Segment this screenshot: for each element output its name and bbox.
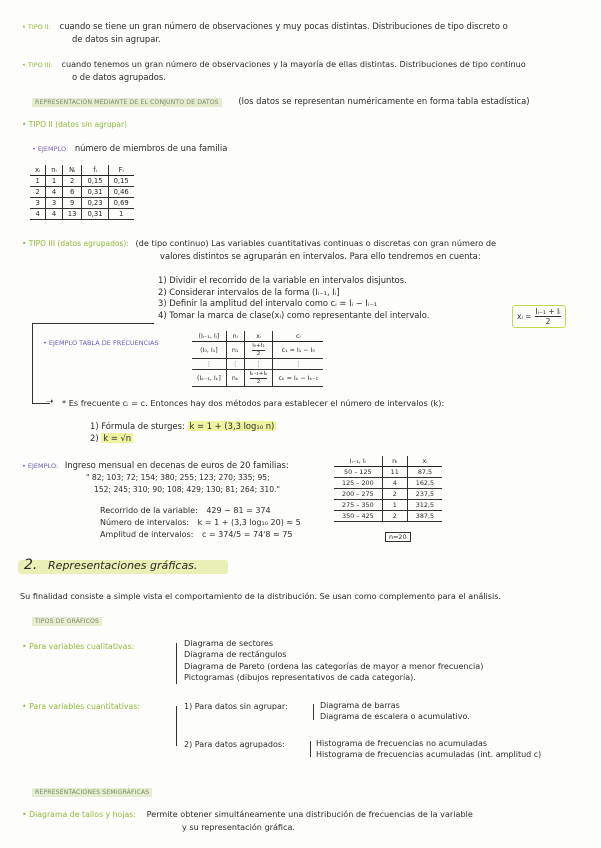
agrupados-brace <box>310 741 311 757</box>
method-1-label: 1) Fórmula de sturges: <box>90 421 185 431</box>
method-1 <box>90 421 276 431</box>
t2-r1c2 <box>244 342 273 359</box>
tallos-row <box>22 809 473 819</box>
table-row-cell: 2 <box>62 176 82 187</box>
tipo2-text: cuando se tiene un gran número de observaciones y muy pocas distintas. Distribuciones de tipo discreto o <box>59 21 508 31</box>
income-header-cell: nᵢ <box>382 456 407 467</box>
ejemplo1 <box>32 143 227 153</box>
section2-intro: Su finalidad consiste a simple vista el comportamiento de la distribución. Se usan como complemento para el análisis. <box>20 591 502 601</box>
sin-agrupar-item-1: Diagrama de escalera o acumulativo. <box>320 712 470 721</box>
cuantitativas-label: • Para variables cuantitativas: <box>22 702 140 711</box>
table-row-cell: 6 <box>62 187 82 198</box>
rep-esq-label <box>32 786 152 796</box>
income-row-cell: 11 <box>382 467 407 478</box>
tipo2-text-cont: de datos sin agrupar. <box>72 34 161 44</box>
arrow-icon: ➝ <box>46 397 54 407</box>
income-row-cell: 387,5 <box>407 511 442 522</box>
table-row-cell: 9 <box>62 198 82 209</box>
section2-num: 2. <box>24 557 38 573</box>
income-row-cell: 125 – 200 <box>334 478 382 489</box>
method-2-label: 2) <box>90 433 99 443</box>
t2-r3c3: cₖ = Iₖ − Iₖ₋₁ <box>273 370 323 387</box>
table-row-cell: 1 <box>30 176 46 187</box>
table-row-cell: 4 <box>46 187 63 198</box>
arrow-line-vert <box>32 323 33 403</box>
cualitativas-brace <box>176 643 177 684</box>
sturges-formula: k = 1 + (3,3 log₁₀ n) <box>189 421 275 431</box>
income-row-cell: 1 <box>382 500 407 511</box>
agrupados-label: 2) Para datos agrupados: <box>184 740 285 749</box>
tipo2-paragraph <box>22 21 508 31</box>
ejemplo3-data-line2: 152; 245; 310; 90; 108; 429; 130; 81; 264; 310." <box>94 485 280 494</box>
ejemplo3-tag: • EJEMPLO: <box>22 462 59 470</box>
table-row-cell: 0,46 <box>108 187 134 198</box>
income-total: n=20 <box>385 532 411 542</box>
t2-r2c0: ⋮ <box>192 359 226 370</box>
table-income <box>334 456 442 522</box>
tipo3-text: cuando tenemos un gran número de observaciones y la mayoría de ellas distintas. Distribuciones de tipo continuo <box>61 59 526 69</box>
income-header-cell: xᵢ <box>407 456 442 467</box>
t2-r1c1: n₁ <box>226 342 244 359</box>
income-header-cell: Iᵢ₋₁, Iᵢ <box>334 456 382 467</box>
marca-den: 2 <box>545 317 551 326</box>
agrupados-item-1: Histograma de frecuencias acumuladas (int. amplitud c) <box>316 750 542 759</box>
t2-r2c3: ⋮ <box>273 359 323 370</box>
table-header-cell: Nᵢ <box>62 165 82 176</box>
marca-num: Iᵢ₋₁ + Iᵢ <box>535 307 561 316</box>
t2-r1c3: c₁ = I₁ − I₀ <box>273 342 323 359</box>
tipos-highlight: TIPOS DE GRÁFICOS <box>32 617 102 626</box>
tipo2-heading: • TIPO II (datos sin agrupar) <box>22 120 128 129</box>
rep-tabla-row <box>32 96 530 106</box>
t2-h1: nᵢ <box>226 331 244 342</box>
marca-clase-box <box>512 305 566 328</box>
table-row-cell: 0,15 <box>108 176 134 187</box>
income-row-cell: 275 – 350 <box>334 500 382 511</box>
table-header <box>30 165 134 176</box>
t2-r3-den: 2 <box>256 379 261 385</box>
tipo3-block <box>22 238 496 248</box>
table-family <box>30 165 134 220</box>
tipos-label <box>32 615 102 625</box>
income-header <box>334 456 442 467</box>
sin-agrupar-label: 1) Para datos sin agrupar: <box>184 702 288 711</box>
table-row-cell: 2 <box>30 187 46 198</box>
table-row-cell: 0,31 <box>82 209 108 220</box>
table-row-cell: 1 <box>108 209 134 220</box>
table-header-cell: Fᵢ <box>108 165 134 176</box>
table-header-cell: nᵢ <box>46 165 63 176</box>
table-freq-template <box>192 331 323 387</box>
income-row-cell: 2 <box>382 511 407 522</box>
table-row-cell: 3 <box>46 198 63 209</box>
step-item: 1) Dividir el recorrido de la variable en intervalos disjuntos. <box>158 275 407 285</box>
ejemplo3-text: Ingreso mensual en decenas de euros de 20 familias: <box>64 460 289 470</box>
table-row-cell: 4 <box>46 209 63 220</box>
marca-eq: xᵢ = <box>517 312 532 321</box>
ejemplo3 <box>22 460 289 470</box>
income-row-cell: 200 – 275 <box>334 489 382 500</box>
calc-label-0: Recorrido de la variable: <box>100 506 198 515</box>
ejemplo1-text: número de miembros de una familia <box>74 143 228 153</box>
agrupados-list <box>316 738 541 760</box>
section2-heading <box>24 557 197 573</box>
t2-h3: cᵢ <box>273 331 323 342</box>
rep-esq-highlight: REPRESENTACIONES SEMIGRÁFICAS <box>32 788 152 797</box>
tipo3-tag: • TIPO III: <box>22 61 53 69</box>
sin-agrupar-item-0: Diagrama de barras <box>320 701 400 710</box>
cualitativas-list <box>184 638 483 683</box>
calc-block <box>100 505 301 541</box>
tipo3-paragraph <box>22 59 526 69</box>
ejemplo2-label: • EJEMPLO TABLA DE FRECUENCIAS <box>43 339 159 347</box>
t2-r2c1: ⋮ <box>226 359 244 370</box>
cuantitativas-brace <box>176 706 177 746</box>
sqrt-formula: k = √n <box>103 433 132 443</box>
sin-agrupar-list <box>320 700 470 722</box>
table-row <box>30 187 134 198</box>
t2-h0: (Iᵢ₋₁, Iᵢ] <box>192 331 226 342</box>
steps-list <box>158 275 429 321</box>
tipo3-heading: • TIPO III (datos agrupados): <box>22 239 129 248</box>
arrow-line-top <box>32 323 154 324</box>
t2-r1-num: I₀+I₁ <box>252 343 265 349</box>
income-row-cell: 4 <box>382 478 407 489</box>
table-header-cell: fᵢ <box>82 165 108 176</box>
tallos-text-cont: y su representación gráfica. <box>182 822 295 832</box>
income-row-cell: 237,5 <box>407 489 442 500</box>
t2-r3c1: nₖ <box>226 370 244 387</box>
rep-tabla-text: (los datos se representan numéricamente en forma tabla estadística) <box>238 96 530 106</box>
t2-r3-num: Iₖ₋₁+Iₖ <box>249 371 268 377</box>
income-row-cell: 50 – 125 <box>334 467 382 478</box>
table-row-cell: 4 <box>30 209 46 220</box>
table-row-cell: 13 <box>62 209 82 220</box>
income-row <box>334 467 442 478</box>
step-item: 3) Definir la amplitud del intervalo como cᵢ = Iᵢ − Iᵢ₋₁ <box>158 298 378 308</box>
income-row <box>334 478 442 489</box>
calc-label-2: Amplitud de intervalos: <box>100 530 194 539</box>
table-row-cell: 3 <box>30 198 46 209</box>
t2-h2: xᵢ <box>244 331 273 342</box>
tipo3-text-cont: o de datos agrupados. <box>72 72 166 82</box>
calc-value-2: c = 374/5 = 74'8 ≈ 75 <box>201 530 293 539</box>
table-header-cell: xᵢ <box>30 165 46 176</box>
cualitativas-label: • Para variables cualitativas: <box>22 642 135 651</box>
table-row-cell: 0,23 <box>82 198 108 209</box>
ejemplo3-data-line1: " 82; 103; 72; 154; 380; 255; 123; 270; 335; 95; <box>86 473 270 482</box>
table-row <box>30 198 134 209</box>
table-row-cell: 0,69 <box>108 198 134 209</box>
ejemplo1-tag: • EJEMPLO: <box>32 145 69 153</box>
table-row <box>30 209 134 220</box>
ejemplo3-data <box>86 472 280 496</box>
sin-agrupar-brace <box>313 704 314 720</box>
table-row-cell: 0,15 <box>82 176 108 187</box>
tipo3-desc-cont: valores distintos se agruparán en intervalos. Para ello tendremos en cuenta: <box>160 251 481 261</box>
income-row-cell: 87,5 <box>407 467 442 478</box>
t2-r1-den: 2 <box>256 351 261 357</box>
t2-r3c2 <box>244 370 273 387</box>
section2-title: Representaciones gráficas. <box>48 559 198 572</box>
table-row-cell: 0,31 <box>82 187 108 198</box>
table-row <box>30 176 134 187</box>
tallos-label: • Diagrama de tallos y hojas: <box>22 810 136 819</box>
cualitativas-item: Pictogramas (dibujos representativos de cada categoría). <box>184 671 416 682</box>
agrupados-item-0: Histograma de frecuencias no acumuladas <box>316 739 488 748</box>
cualitativas-item: Diagrama de sectores <box>184 638 274 648</box>
income-row <box>334 489 442 500</box>
t2-r1c0: (I₀, I₁] <box>192 342 226 359</box>
step-item: 2) Considerar intervalos de la forma (Iᵢ₋₁, Iᵢ] <box>158 286 340 297</box>
step-item: 4) Tomar la marca de clase(xᵢ) como representante del intervalo. <box>158 309 430 320</box>
cualitativas-item: Diagrama de Pareto (ordena las categorías de mayor a menor frecuencia) <box>184 660 484 671</box>
income-row-cell: 350 – 425 <box>334 511 382 522</box>
t2-r2c2: ⋮ <box>244 359 273 370</box>
t2-r3c0: (Iₖ₋₁, Iₖ] <box>192 370 226 387</box>
tipo3-desc: (de tipo continuo) Las variables cuantitativas continuas o discretas con gran número de <box>135 238 497 248</box>
income-row <box>334 500 442 511</box>
income-row-cell: 2 <box>382 489 407 500</box>
method-2 <box>90 433 133 443</box>
note-text: * Es frecuente cᵢ = c. Entonces hay dos métodos para establecer el número de intervalos (k): <box>62 398 445 408</box>
calc-label-1: Número de intervalos: <box>100 518 190 527</box>
income-row-cell: 162,5 <box>407 478 442 489</box>
cualitativas-item: Diagrama de rectángulos <box>184 649 287 660</box>
table-row-cell: 1 <box>46 176 63 187</box>
income-row-cell: 312,5 <box>407 500 442 511</box>
calc-value-0: 429 − 81 = 374 <box>206 506 271 515</box>
calc-value-1: k = 1 + (3,3 log₁₀ 20) ≈ 5 <box>197 518 301 527</box>
income-row <box>334 511 442 522</box>
tallos-text: Permite obtener simultáneamente una distribución de frecuencias de la variable <box>146 809 473 819</box>
marca-frac <box>535 307 560 326</box>
rep-tabla-highlight: REPRESENTACIÓN MEDIANTE DE EL CONJUNTO DE DATOS <box>32 98 222 107</box>
tipo2-tag: • TIPO II: <box>22 23 51 31</box>
